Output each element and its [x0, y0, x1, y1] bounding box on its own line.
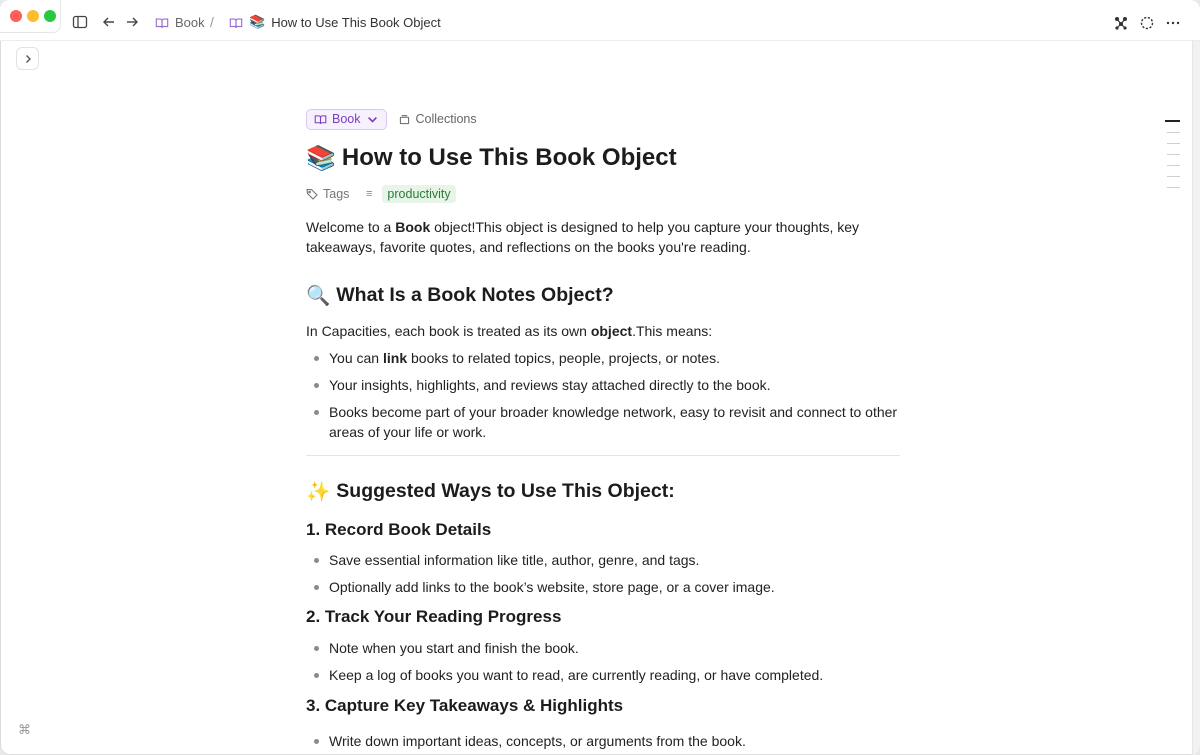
collection-icon [399, 114, 410, 125]
list-item[interactable]: Optionally add links to the book’s website, store page, or a cover image. [306, 577, 906, 597]
outline-marker[interactable] [1167, 132, 1180, 133]
outline-marker[interactable] [1167, 176, 1180, 177]
list-item[interactable]: Note when you start and finish the book. [306, 638, 906, 658]
outline-marker[interactable] [1167, 187, 1180, 188]
horizontal-divider [306, 455, 900, 456]
forward-arrow-icon[interactable] [124, 14, 140, 30]
list-icon: ≡ [366, 188, 373, 200]
scrollbar[interactable] [1192, 41, 1200, 755]
outline-marker[interactable] [1167, 143, 1180, 144]
tags-property-label: Tags [306, 187, 366, 201]
sub1-list [306, 550, 906, 597]
heading-record-details[interactable]: 1. Record Book Details [306, 520, 492, 539]
list-item[interactable]: Keep a log of books you want to read, are currently reading, or have completed. [306, 665, 906, 685]
sync-status-icon[interactable] [1139, 15, 1155, 31]
page-title[interactable] [306, 141, 906, 175]
window-controls [0, 0, 61, 33]
breadcrumb-separator: / [210, 14, 214, 30]
book-icon [314, 113, 327, 126]
books-emoji-icon: 📚 [249, 15, 266, 30]
heading-suggested-ways[interactable]: ✨ Suggested Ways to Use This Object: [306, 479, 675, 503]
book-icon [155, 16, 169, 30]
collections-button[interactable] [399, 112, 477, 126]
sub2-list [306, 638, 906, 685]
minimize-window-button[interactable] [27, 10, 39, 22]
sub3-list [306, 731, 906, 751]
magnifier-emoji-icon: 🔍 [306, 283, 331, 307]
chevron-right-icon [23, 54, 33, 64]
heading-what-is[interactable]: 🔍 What Is a Book Notes Object? [306, 283, 614, 307]
object-type-dropdown[interactable] [306, 109, 387, 130]
tags-row [306, 184, 906, 204]
section1-list [306, 348, 906, 442]
book-icon [229, 16, 243, 30]
heading-track-progress[interactable]: 2. Track Your Reading Progress [306, 607, 562, 626]
back-arrow-icon[interactable] [101, 14, 117, 30]
graph-icon[interactable] [1113, 15, 1129, 31]
breadcrumb-current-label: How to Use This Book Object [271, 15, 441, 30]
chevron-down-icon [366, 113, 379, 126]
outline-marker[interactable] [1167, 154, 1180, 155]
intro-paragraph[interactable]: Welcome to a Book object!This object is designed to help you capture your thoughts, key takeaways, favorite quotes, and reflections on the books you're reading. [306, 219, 860, 255]
maximize-window-button[interactable] [44, 10, 56, 22]
more-options-icon[interactable] [1165, 15, 1181, 31]
expand-sidebar-button[interactable] [16, 47, 39, 70]
close-window-button[interactable] [10, 10, 22, 22]
breadcrumb-current-page[interactable] [229, 15, 441, 30]
sidebar-icon[interactable] [72, 14, 88, 30]
command-palette-icon[interactable]: ⌘ [18, 722, 31, 737]
books-emoji-icon: 📚 [306, 144, 336, 172]
list-item[interactable]: You can link books to related topics, people, projects, or notes. [306, 348, 906, 368]
document [306, 108, 906, 751]
outline-marker[interactable] [1165, 120, 1180, 122]
list-item[interactable]: Your insights, highlights, and reviews stay attached directly to the book. [306, 375, 906, 395]
page-outline[interactable] [1165, 120, 1181, 198]
list-item[interactable]: Write down important ideas, concepts, or arguments from the book. [306, 731, 906, 751]
tag-icon [306, 188, 318, 200]
heading-capture-takeaways[interactable]: 3. Capture Key Takeaways & Highlights [306, 696, 624, 715]
sparkles-emoji-icon: ✨ [306, 479, 331, 503]
section1-lead[interactable]: In Capacities, each book is treated as its own object.This means: [306, 323, 713, 339]
outline-marker[interactable] [1167, 165, 1180, 166]
list-item[interactable]: Books become part of your broader knowledge network, easy to revisit and connect to other areas of your life or work. [306, 402, 906, 442]
breadcrumb-book[interactable] [155, 15, 205, 30]
titlebar [0, 0, 1200, 41]
page-title-text: How to Use This Book Object [341, 144, 677, 171]
list-item[interactable]: Save essential information like title, author, genre, and tags. [306, 550, 906, 570]
breadcrumb-book-label: Book [175, 15, 205, 30]
object-type-label: Book [332, 112, 361, 126]
collections-label: Collections [415, 112, 477, 126]
object-meta-row [306, 108, 906, 130]
tag-chip-productivity[interactable]: productivity [382, 185, 455, 203]
